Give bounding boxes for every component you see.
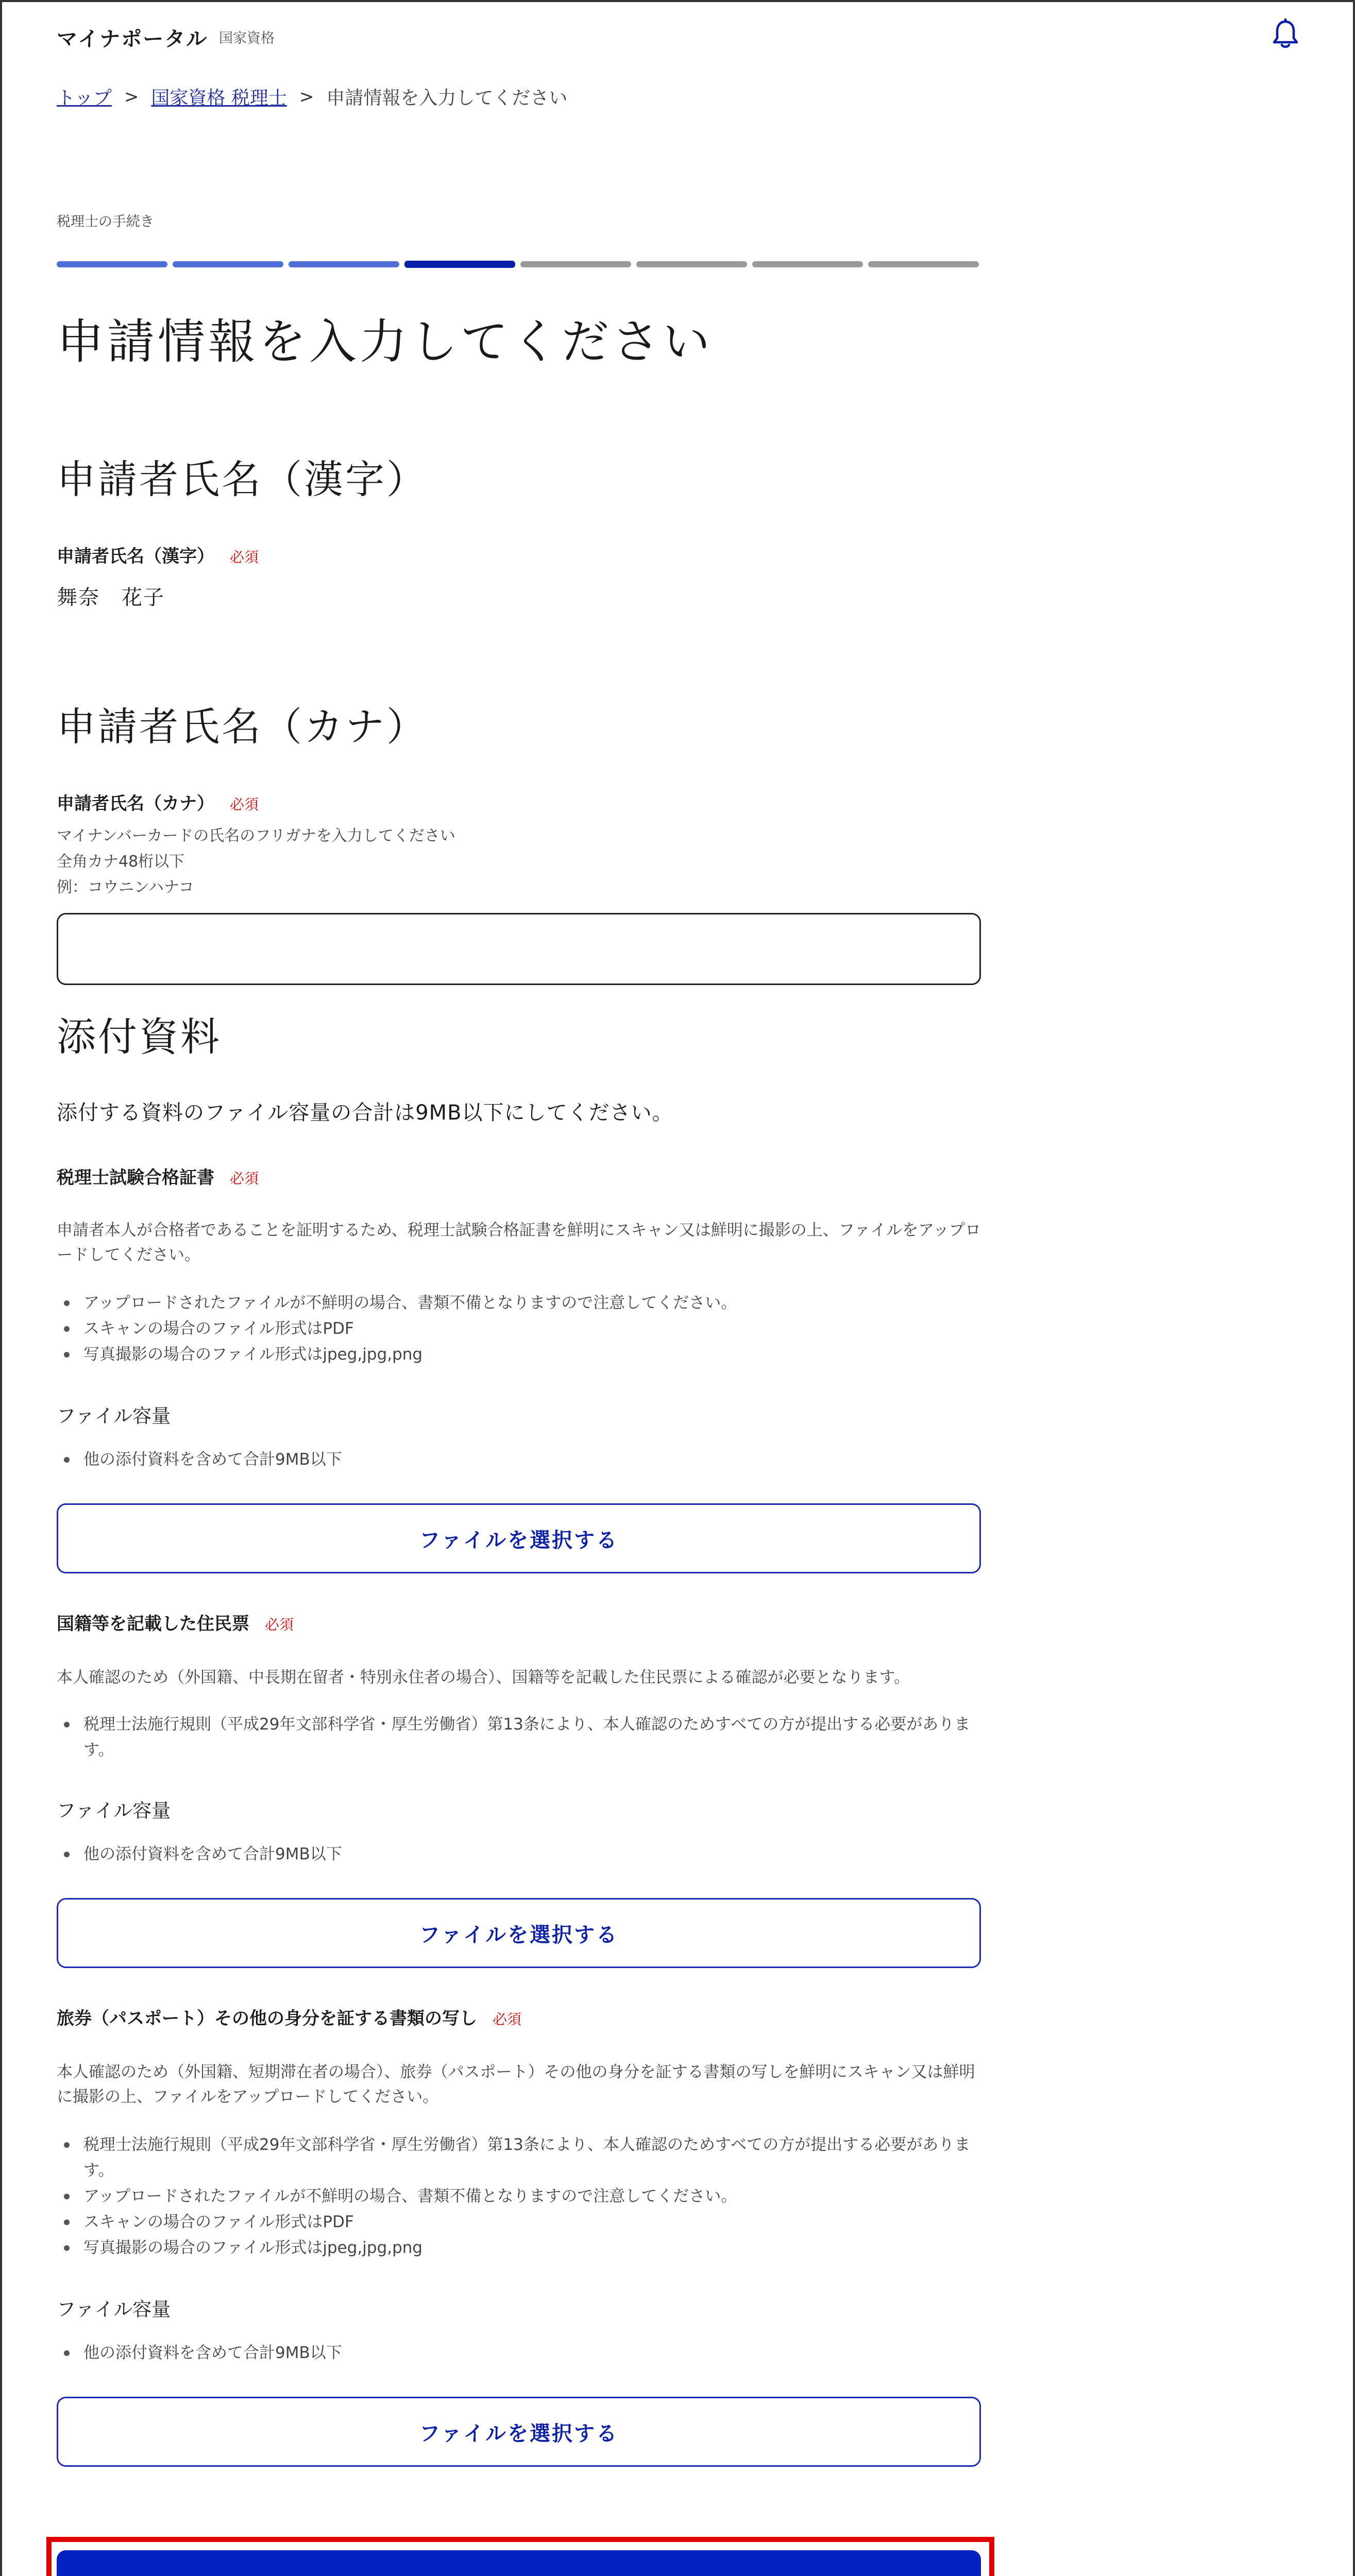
name-kanji-label — [57, 542, 259, 567]
procedure-label: 税理士の手続き — [57, 214, 154, 230]
breadcrumb — [57, 83, 567, 110]
pointing-hand-icon — [979, 2571, 1072, 2576]
name-kana-help — [57, 823, 455, 901]
list-item: 他の添付資料を含めて合計9MB以下 — [57, 2340, 984, 2366]
progress-step — [520, 261, 631, 267]
list-item: 写真撮影の場合のファイル形式はjpeg,jpg,png — [57, 1342, 984, 1367]
required-badge: 必須 — [230, 1170, 259, 1187]
name-kanji-label-text: 申請者氏名（漢字） — [57, 546, 214, 567]
attachment-label — [57, 1609, 294, 1635]
list-item: スキャンの場合のファイル形式はPDF — [57, 2209, 984, 2235]
attachment-label — [57, 1163, 259, 1189]
required-badge: 必須 — [230, 549, 259, 566]
select-file-button[interactable]: ファイルを選択する — [57, 1503, 981, 1573]
attachment-bullets — [57, 1290, 984, 1367]
bell-icon[interactable] — [1272, 19, 1299, 49]
breadcrumb-separator: > — [124, 86, 139, 107]
help-line: 例：コウニンハナコ — [57, 878, 194, 896]
file-size-bullets — [57, 1447, 984, 1472]
name-kanji-heading: 申請者氏名（漢字） — [57, 456, 428, 502]
file-size-bullets — [57, 1841, 984, 1867]
attachment-description: 本人確認のため（外国籍、中長期在留者・特別永住者の場合）、国籍等を記載した住民票による確認が必要となります。 — [57, 1668, 910, 1687]
app-subtitle: 国家資格 — [219, 30, 275, 46]
name-kana-label-text: 申請者氏名（カナ） — [57, 793, 214, 814]
attachment-bullets — [57, 2132, 984, 2261]
app-title[interactable]: マイナポータル — [57, 27, 208, 51]
file-size-heading: ファイル容量 — [57, 1405, 171, 1427]
page-title: 申請情報を入力してください — [57, 314, 714, 369]
attachment-bullets — [57, 1711, 984, 1763]
attachment-label — [57, 2004, 521, 2029]
file-size-heading: ファイル容量 — [57, 1800, 171, 1822]
name-kana-input[interactable] — [57, 913, 981, 985]
list-item: 他の添付資料を含めて合計9MB以下 — [57, 1447, 984, 1472]
attachment-label-text: 税理士試験合格証書 — [57, 1167, 214, 1188]
list-item: 税理士法施行規則（平成29年文部科学省・厚生労働省）第13条により、本人確認のためすべての方が提出する必要があります。 — [57, 2132, 984, 2183]
list-item: アップロードされたファイルが不鮮明の場合、書類不備となりますので注意してください。 — [57, 1290, 984, 1316]
attachment-description: 本人確認のため（外国籍、短期滞在者の場合）、旅券（パスポート）その他の身分を証する書類の写しを鮮明にスキャン又は鮮明に撮影の上、ファイルをアップロードしてください。 — [57, 2063, 975, 2106]
list-item: 他の添付資料を含めて合計9MB以下 — [57, 1841, 984, 1867]
progress-step — [57, 261, 167, 267]
attachments-heading: 添付資料 — [57, 1014, 222, 1060]
breadcrumb-license-link[interactable]: 国家資格 税理士 — [151, 88, 287, 109]
progress-step-current — [404, 261, 515, 268]
required-badge: 必須 — [493, 2011, 522, 2028]
progress-steps — [57, 261, 979, 268]
list-item: 税理士法施行規則（平成29年文部科学省・厚生労働省）第13条により、本人確認のためすべての方が提出する必要があります。 — [57, 1711, 984, 1763]
breadcrumb-current: 申請情報を入力してください — [326, 88, 568, 109]
list-item: アップロードされたファイルが不鮮明の場合、書類不備となりますので注意してください。 — [57, 2183, 984, 2209]
required-badge: 必須 — [265, 1616, 294, 1633]
progress-step — [173, 261, 283, 267]
next-button[interactable] — [57, 2550, 981, 2576]
name-kanji-value: 舞奈 花子 — [57, 586, 165, 609]
select-file-button[interactable]: ファイルを選択する — [57, 1898, 981, 1968]
required-badge: 必須 — [230, 796, 259, 813]
help-line: 全角カナ48桁以下 — [57, 853, 185, 871]
progress-step — [636, 261, 747, 267]
breadcrumb-separator: > — [299, 86, 314, 107]
progress-step — [868, 261, 979, 267]
attachment-label-text: 旅券（パスポート）その他の身分を証する書類の写し — [57, 2008, 477, 2029]
select-file-button[interactable]: ファイルを選択する — [57, 2397, 981, 2467]
attachment-label-text: 国籍等を記載した住民票 — [57, 1614, 249, 1634]
name-kana-label — [57, 789, 259, 815]
help-line: マイナンバーカードの氏名のフリガナを入力してください — [57, 827, 455, 845]
list-item: 写真撮影の場合のファイル形式はjpeg,jpg,png — [57, 2235, 984, 2261]
name-kana-heading: 申請者氏名（カナ） — [57, 704, 428, 750]
list-item: スキャンの場合のファイル形式はPDF — [57, 1316, 984, 1342]
attachments-note: 添付する資料のファイル容量の合計は9MB以下にしてください。 — [57, 1101, 673, 1125]
attachment-description: 申請者本人が合格者であることを証明するため、税理士試験合格証書を鮮明にスキャン又は鮮明に撮影の上、ファイルをアップロードしてください。 — [57, 1221, 981, 1264]
progress-step — [289, 261, 399, 267]
breadcrumb-top-link[interactable]: トップ — [57, 88, 112, 109]
file-size-heading: ファイル容量 — [57, 2298, 171, 2320]
file-size-bullets — [57, 2340, 984, 2366]
progress-step — [752, 261, 863, 267]
